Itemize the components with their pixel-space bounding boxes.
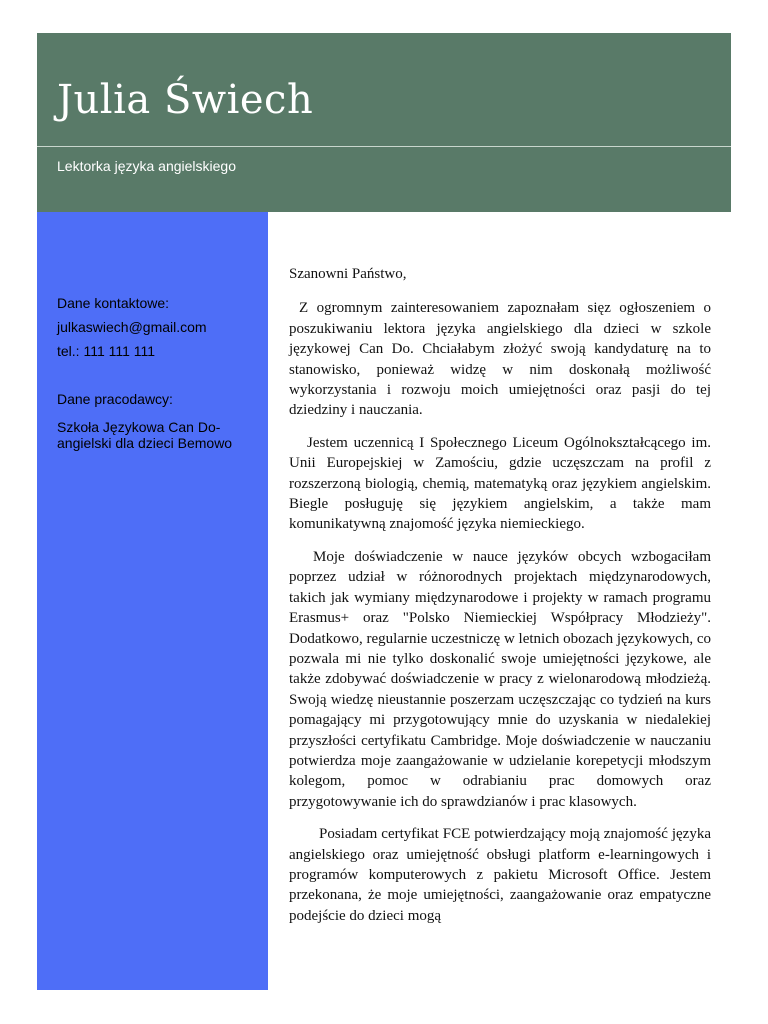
employer-heading: Dane pracodawcy: xyxy=(57,391,173,407)
letter-paragraph: Jestem uczennicą I Społecznego Liceum Ogólnokształcącego im. Unii Europejskiej w Zamościu, gdzie uczęszczam na profil z rozszerzoną biologią, chemią, matematyką oraz językiem angielskim. Biegle posługuję się językiem angielskim, a także mam komunikatywną znajomość języka niemieckiego. xyxy=(289,434,711,533)
employer-name-line1: Szkoła Językowa Can Do- xyxy=(57,419,221,435)
header-banner xyxy=(37,33,731,212)
job-title: Lektorka języka angielskiego xyxy=(57,158,236,174)
employer-name-line2: angielski dla dzieci Bemowo xyxy=(57,435,233,451)
contact-heading: Dane kontaktowe: xyxy=(57,295,170,311)
letter-paragraph: Moje doświadczenie w nauce języków obcych wzbogaciłam poprzez udział w różnorodnych projektach międzynarodowych, takich jak wymiany międzynarodowe i projekty w ramach programu Erasmus+ oraz "Polsko Niemieckiej Współpracy Młodzieży". Dodatkowo, regularnie uczestniczę w letnich obozach językowych, co pozwala mi nie tylko doskonalić swoje umiejętności językowe, ale także zdobywać doświadczenie w pracy z wielonarodową młodzieżą. Swoją wiedzę nieustannie poszerzam uczęszczając co tydzień na kurs pomagający mi przygotowujący mnie do uzyskania w niedalekiej przyszłości certyfikatu Cambridge. Moje doświadczenie w nauczaniu potwierdza moje zaangażowanie w udzielanie korepetycji młodszym kolegom, pomoc w odrabianiu prac domowych oraz przygotowywanie ich do sprawdzianów i prac klasowych. xyxy=(289,548,711,810)
letter-paragraph: Z ogromnym zainteresowaniem zapoznałam sięz ogłoszeniem o poszukiwaniu lektora języka angielskiego dla dzieci w szkole językowej Can Do. Chciałabym złożyć swoją kandydaturę na to stanowisko, ponieważ widzę w nim doskonałą możliwość wykorzystania i rozwoju moich umiejętności oraz pasji do tej dziedziny i nauczania. xyxy=(289,300,711,419)
letter-body xyxy=(289,264,711,938)
letter-paragraph: Posiadam certyfikat FCE potwierdzający moją znajomość języka angielskiego oraz umiejętność obsługi platform e-learningowych i programów komputerowych z pakietu Microsoft Office. Jestem przekonana, że moje umiejętności, zaangażowanie oraz empatyczne podejście do dzieci mogą xyxy=(289,826,711,924)
applicant-name: Julia Świech xyxy=(57,77,314,123)
contact-email: julkaswiech@gmail.com xyxy=(57,319,207,335)
contact-phone: tel.: 111 111 111 xyxy=(57,343,156,359)
header-divider xyxy=(37,146,731,147)
letter-greeting: Szanowni Państwo, xyxy=(289,266,407,282)
sidebar xyxy=(37,212,268,990)
